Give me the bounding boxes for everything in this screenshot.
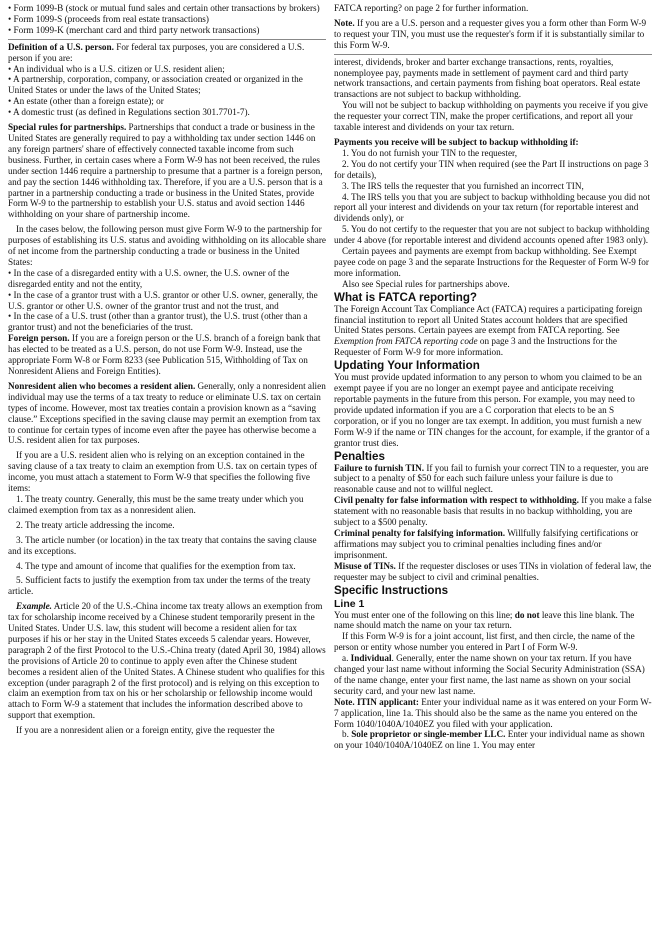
example-label: Example.	[16, 601, 52, 612]
penalty-furnish-tin: Failure to furnish TIN. If you fail to furnish your correct TIN to a requester, you are subject to a penalty of $50 for each such failure unless your failure is due to reasonable cause and not to willful neglect.	[334, 462, 649, 495]
definition-heading: Definition of a U.S. person.	[8, 41, 114, 52]
special-rules-text: Partnerships that conduct a trade or business in the United States are generally required to pay a withholding tax under section 1446 on any foreign partners' share of effectively connected taxable income from such business. Further, in certain cases where a Form W-9 has not been received, the rules under section 1446 require a partnership to presume that a partner is a foreign person, and pay the section 1446 withholding tax. Therefore, if you are a U.S. person that is a partner in a partnership conducting a trade or business in the United States, provide Form W-9 to the partnership to establish your U.S. status and avoid section 1446 withholding on your share of partnership income.	[8, 122, 323, 220]
updating-paragraph: You must provide updated information to any person to whom you claimed to be an exempt payee if you are no longer an exempt payee and anticipate receiving reportable payments in the future from this person. For example, you may need to provide updated information if you are a C corporation that elects to be an S corporation, or if you no longer are tax exempt. In addition, you must furnish a new Form W-9 if the name or TIN changes for the account, for example, if the grantor of a grantor trust dies.	[334, 372, 650, 448]
treaty-item: 2. The treaty article addressing the income.	[16, 519, 175, 530]
itin-note-paragraph: Note. ITIN applicant: Enter your individual name as it was entered on your Form W-7 application, line 1a. This should also be the same as the name you entered on the Form 1040/1040A/1040EZ you filed with your application.	[334, 696, 652, 729]
left-last-line: If you are a nonresident alien or a foreign entity, give the requester the	[16, 725, 275, 736]
foreign-person-paragraph	[8, 333, 326, 377]
example-paragraph	[8, 601, 326, 721]
note-text: If you are a U.S. person and a requester gives you a form other than Form W-9 to request your TIN, you must use the requester's form if it is substantially similar to this Form W-9.	[334, 17, 647, 50]
foreign-person-heading: Foreign person.	[8, 333, 70, 344]
fatca-paragraph: The Foreign Account Tax Compliance Act (FATCA) requires a participating foreign financial institution to report all United States account holders that are specified United States persons. Certain payees are exempt from FATCA reporting. See Exemption from FATCA reporting code on page 3 and the Instructions for the Requester of Form W-9 for more information.	[334, 303, 643, 358]
payment-condition: 5. You do not certify to the requester that you are not subject to backup withholding under 4 above (for reportable interest and dividend accounts opened after 1983 only).	[334, 224, 650, 246]
line1-paragraph: You must enter one of the following on this line; do not leave this line blank. The name should match the name on your tax return.	[334, 609, 635, 631]
note-paragraph	[334, 18, 652, 51]
interest-paragraph: interest, dividends, broker and barter exchange transactions, rents, royalties, nonemployee pay, payments made in settlement of payment card and third party network transactions, and certain payments from fishing boat operators. Real estate transactions are not subject to backup withholding.	[334, 56, 641, 100]
note-label: Note.	[334, 17, 355, 28]
treaty-item: 5. Sufficient facts to justify the exemption from tax under the terms of the treaty article.	[8, 575, 311, 597]
left-column	[8, 3, 326, 736]
example-text: Article 20 of the U.S.-China income tax treaty allows an exemption from tax for scholarship income received by a Chinese student temporarily present in the United States. Under U.S. law, this student will become a resident alien for tax purposes if his or her stay in the United States exceeds 5 calendar years. However, paragraph 2 of the first Protocol to the U.S.-China treaty (dated April 30, 1984) allows the provisions of Article 20 to continue to apply even after the Chinese student becomes a resident alien of the United States. A Chinese student who qualifies for this exception (under paragraph 2 of the first protocol) and is relying on this exception to claim an exemption from tax on his or her scholarship or fellowship income would attach to Form W-9 a statement that includes the information described above to support that exemption.	[8, 601, 326, 721]
foreign-person-text: If you are a foreign person or the U.S. branch of a foreign bank that has elected to be treated as a U.S. person, do not use Form W-9. Instead, use the appropriate Form W-8 or Form 8233 (see Publication 515, Withholding of Tax on Nonresident Aliens and Foreign Entities).	[8, 333, 321, 376]
payment-condition: 4. The IRS tells you that you are subject to backup withholding because you did not report all your interest and dividends on your tax return (for reportable interest and dividends only), or	[334, 191, 651, 224]
payments-heading: Payments you receive will be subject to backup withholding if:	[334, 136, 579, 147]
special-rules-heading: Special rules for partnerships.	[8, 122, 127, 133]
cases-intro: In the cases below, the following person must give Form W-9 to the partnership for purposes of establishing its U.S. status and avoiding withholding on its allocable share of net income from the partnership conducting a trade or business in the United States:	[8, 224, 326, 267]
sole-proprietor-paragraph: b. Sole proprietor or single-member LLC. Enter your individual name as shown on your 1040/1040A/1040EZ on line 1. You may enter	[334, 729, 645, 751]
nonresident-heading: Nonresident alien who becomes a resident alien.	[8, 380, 196, 391]
specific-instructions-heading: Specific Instructions	[334, 583, 449, 597]
fatca-heading: What is FATCA reporting?	[334, 290, 477, 304]
joint-account-paragraph: If this Form W-9 is for a joint account, list first, and then circle, the name of the person or entity whose number you entered in Part I of Form W-9.	[334, 631, 635, 653]
resident-intro: If you are a U.S. resident alien who is relying on an exception contained in the saving clause of a tax treaty to claim an exemption from U.S. tax on certain types of income, you must attach a statement to Form W-9 that specifies the following five items:	[8, 450, 318, 494]
penalty-civil: Civil penalty for false information with respect to withholding. If you make a false statement with no reasonable basis that results in no backup withholding, you are subject to a $500 penalty.	[334, 495, 652, 528]
definition-bullet: • A partnership, corporation, company, or association created or organized in the United States or under the laws of the United States;	[8, 74, 303, 96]
not-subject-paragraph: You will not be subject to backup withholding on payments you receive if you give the requester your correct TIN, make the proper certifications, and report all your taxable interest and dividends on your tax return.	[334, 100, 648, 133]
case-bullet: • In the case of a U.S. trust (other than a grantor trust), the U.S. trust (other than a grantor trust) and not the beneficiaries of the trust.	[8, 311, 308, 333]
also-see-line: Also see Special rules for partnerships above.	[342, 278, 510, 289]
payment-condition: 3. The IRS tells the requester that you furnished an incorrect TIN,	[342, 180, 584, 191]
definition-paragraph	[8, 42, 326, 64]
individual-paragraph: a. Individual. Generally, enter the name shown on your tax return. If you have changed your last name without informing the Social Security Administration (SSA) of the name change, enter your first name, the last name as shown on your social security card, and your new last name.	[334, 653, 645, 696]
line1-heading: Line 1	[334, 597, 365, 610]
definition-text: For federal tax purposes, you are considered a U.S. person if you are:	[8, 41, 305, 63]
payment-condition: 2. You do not certify your TIN when required (see the Part II instructions on page 3 for details),	[334, 158, 649, 180]
updating-heading: Updating Your Information	[334, 359, 480, 373]
special-rules-paragraph	[8, 122, 326, 220]
payment-condition: 1. You do not furnish your TIN to the requester,	[342, 147, 518, 158]
definition-bullet: • An individual who is a U.S. citizen or U.S. resident alien;	[8, 63, 225, 74]
nonresident-paragraph	[8, 381, 326, 446]
treaty-item: 4. The type and amount of income that qualifies for the exemption from tax.	[16, 560, 296, 571]
bullet-1099k: • Form 1099-K (merchant card and third party network transactions)	[8, 24, 260, 35]
definition-bullet: • An estate (other than a foreign estate); or	[8, 96, 164, 107]
treaty-item: 1. The treaty country. Generally, this must be the same treaty under which you claimed exemption from tax as a nonresident alien.	[8, 493, 304, 515]
bullet-1099b: • Form 1099-B (stock or mutual fund sales and certain other transactions by brokers)	[8, 3, 320, 13]
nonresident-text: Generally, only a nonresident alien individual may use the terms of a tax treaty to reduce or eliminate U.S. tax on certain types of income. However, most tax treaties contain a provision known as a “saving clause.” Exceptions specified in the saving clause may permit an exemption from tax to continue for certain types of income even after the payee has otherwise become a U.S. resident alien for tax purposes.	[8, 380, 326, 446]
penalty-misuse: Misuse of TINs. If the requester discloses or uses TINs in violation of federal law, the requester may be subject to civil and criminal penalties.	[334, 560, 652, 582]
section-divider	[334, 54, 652, 55]
definition-bullet: • A domestic trust (as defined in Regulations section 301.7701-7).	[8, 107, 250, 118]
fatca-exemption-ref: Exemption from FATCA reporting code	[334, 336, 478, 347]
penalty-criminal: Criminal penalty for falsifying information. Willfully falsifying certifications or affirmations may subject you to criminal penalties including fines and/or imprisonment.	[334, 527, 639, 560]
exempt-paragraph: Certain payees and payments are exempt from backup withholding. See Exempt payee code on page 3 and the separate Instructions for the Requester of Form W-9 for more information.	[334, 246, 649, 278]
section-divider	[8, 39, 326, 40]
bullet-1099s: • Form 1099-S (proceeds from real estate transactions)	[8, 13, 209, 24]
penalties-heading: Penalties	[334, 449, 385, 463]
treaty-item: 3. The article number (or location) in the tax treaty that contains the saving clause and its exceptions.	[8, 534, 317, 556]
case-bullet: • In the case of a disregarded entity with a U.S. owner, the U.S. owner of the disregarded entity and not the entity,	[8, 267, 290, 289]
right-column	[334, 3, 652, 751]
case-bullet: • In the case of a grantor trust with a U.S. grantor or other U.S. owner, generally, the U.S. grantor or other U.S. owner of the grantor trust and not the trust, and	[8, 289, 318, 311]
fatca-continued-line: FATCA reporting? on page 2 for further information.	[334, 3, 529, 13]
